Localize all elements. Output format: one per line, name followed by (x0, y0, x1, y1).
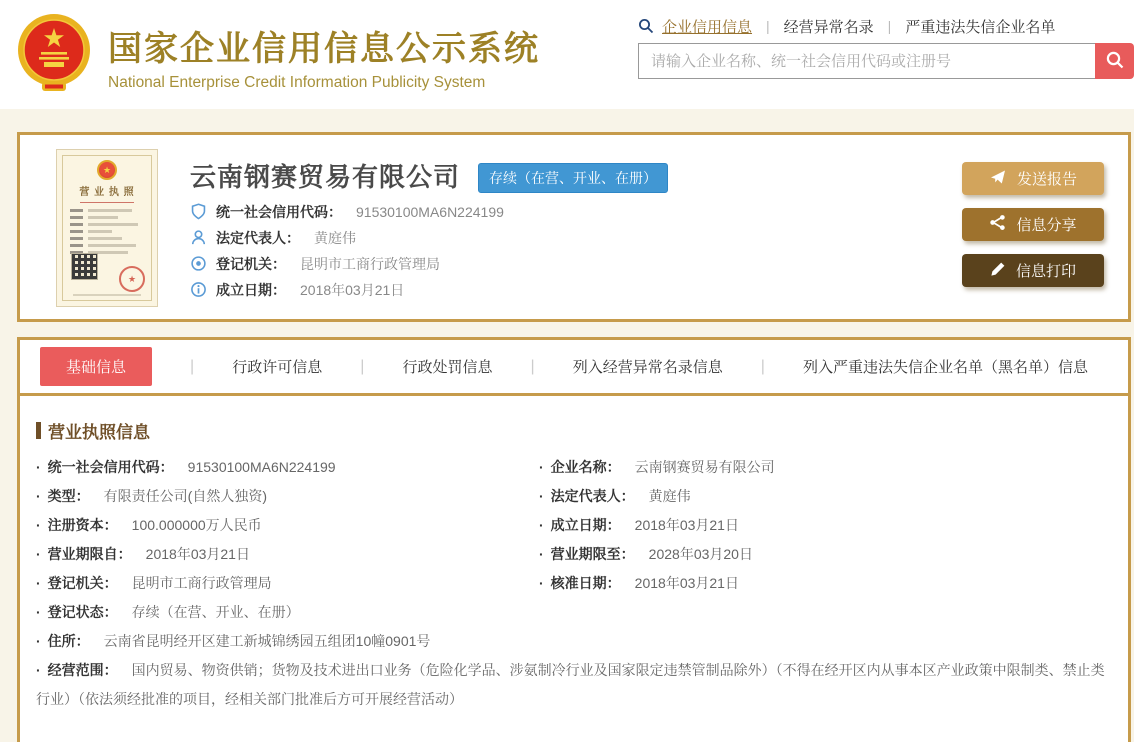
detail-row-term-to: · 营业期限至： 2028年03月20日 (537, 540, 1114, 569)
info-row-registration-authority: 登记机关： 昆明市工商行政管理局 (190, 255, 962, 272)
send-report-button[interactable]: 发送报告 (962, 162, 1104, 195)
nav-link-abnormal-operations[interactable]: 经营异常名录 (783, 18, 874, 36)
license-red-seal-icon: ★ (119, 266, 145, 292)
detail-row-establishment-date: · 成立日期： 2018年03月21日 (537, 511, 1114, 540)
site-header (0, 0, 1134, 109)
nav-link-enterprise-credit[interactable]: 企业信用信息 (662, 18, 753, 36)
tab-administrative-licensing[interactable]: 行政许可信息 (232, 359, 323, 376)
status-badge: 存续（在营、开业、在册） (478, 163, 668, 193)
paper-plane-icon (989, 169, 1007, 189)
info-share-button[interactable]: 信息分享 (962, 208, 1104, 241)
license-emblem-icon: ★ (97, 160, 117, 180)
company-name: 云南钢赛贸易有限公司 (190, 162, 461, 192)
site-brand (14, 0, 540, 109)
nav-separator: | (887, 18, 892, 34)
national-emblem-logo (14, 12, 94, 101)
tab-administrative-penalty[interactable]: 行政处罚信息 (402, 359, 493, 376)
detail-row-term-from: · 营业期限自： 2018年03月21日 (34, 540, 537, 569)
detail-card (17, 337, 1131, 742)
detail-row-approval-date: · 核准日期： 2018年03月21日 (537, 569, 1114, 598)
info-row-credit-code: 统一社会信用代码： 91530100MA6N224199 (190, 203, 962, 220)
company-summary-card (17, 132, 1131, 322)
license-red-line (80, 202, 135, 203)
info-icon (190, 281, 207, 298)
share-icon (989, 214, 1006, 235)
license-footer-line (73, 294, 141, 296)
header-nav (638, 16, 1134, 36)
nav-link-serious-violations[interactable]: 严重违法失信企业名单 (905, 18, 1056, 36)
detail-row-legal-representative: · 法定代表人： 黄庭伟 (537, 482, 1114, 511)
detail-row-credit-code: · 统一社会信用代码： 91530100MA6N224199 (34, 453, 537, 482)
location-icon (190, 255, 207, 272)
detail-row-registered-capital: · 注册资本： 100.000000万人民币 (34, 511, 537, 540)
page-title: 国家企业信用信息公示系统 (108, 30, 540, 68)
search-icon (1105, 50, 1125, 73)
license-field-lines (70, 209, 144, 258)
tab-separator: | (760, 357, 765, 375)
detail-row-business-scope: · 经营范围： 国内贸易、物资供销；货物及技术进出口业务（危险化学品、涉氨制冷行业及国家限定违禁管制品除外）（不得在经开区内从事本区产业政策中限制类、禁止类行业）（依法须经批准的项目，经相关部门批准后方可开展经营活动） (34, 656, 1114, 714)
page-subtitle: National Enterprise Credit Information Publicity System (108, 74, 486, 91)
tab-bar (20, 340, 1128, 396)
search-icon (638, 18, 654, 34)
info-row-establishment-date: 成立日期： 2018年03月21日 (190, 281, 962, 298)
person-icon (190, 229, 207, 246)
section-title: 营业执照信息 (36, 418, 1114, 443)
search-button[interactable] (1095, 43, 1134, 79)
detail-row-registration-status: · 登记状态： 存续（在营、开业、在册） (34, 598, 1114, 627)
search-input[interactable] (638, 43, 1095, 79)
info-row-legal-representative: 法定代表人： 黄庭伟 (190, 229, 962, 246)
tab-separator: | (190, 357, 195, 375)
business-license-info-section (20, 396, 1128, 742)
tab-blacklist[interactable]: 列入严重违法失信企业名单（黑名单）信息 (802, 359, 1088, 376)
pencil-icon (990, 261, 1006, 281)
tab-separator: | (530, 357, 535, 375)
info-print-button[interactable]: 信息打印 (962, 254, 1104, 287)
detail-row-registration-authority: · 登记机关： 昆明市工商行政管理局 (34, 569, 537, 598)
section-title-bar (36, 422, 41, 439)
detail-row-company-name: · 企业名称： 云南钢赛贸易有限公司 (537, 453, 1114, 482)
license-qr-code (71, 253, 98, 280)
tab-separator: | (360, 357, 365, 375)
license-title: 营 业 执 照 (79, 187, 135, 198)
tab-basic-info[interactable]: 基础信息 (40, 347, 152, 386)
detail-row-address: · 住所： 云南省昆明经开区建工新城锦绣园五组团10幢0901号 (34, 627, 1114, 656)
tab-abnormal-operations-list[interactable]: 列入经营异常名录信息 (572, 359, 723, 376)
detail-row-type: · 类型： 有限责任公司(自然人独资) (34, 482, 537, 511)
business-license-thumbnail (56, 149, 158, 307)
nav-separator: | (766, 18, 770, 34)
shield-icon (190, 203, 207, 220)
